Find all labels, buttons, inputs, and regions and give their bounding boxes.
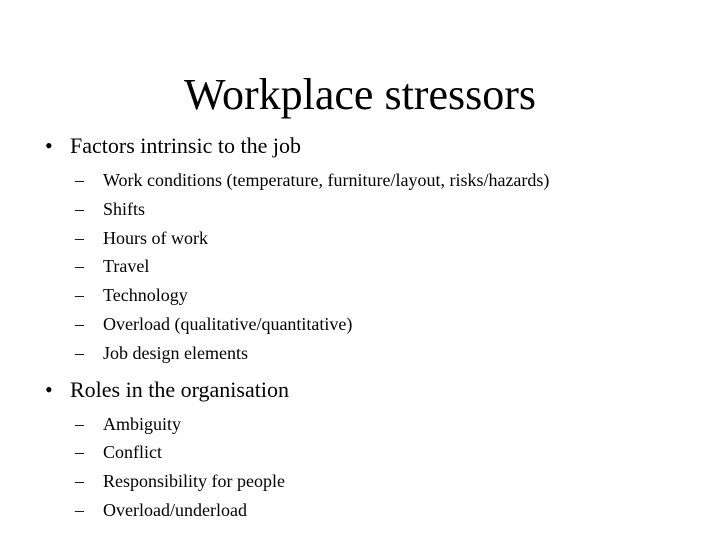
list-item [45, 195, 705, 224]
list-item [45, 496, 705, 525]
dash-icon: – [75, 413, 84, 434]
list-item-text: Hours of work [103, 227, 208, 248]
list-item-text: Overload/underload [103, 499, 247, 520]
list-item [45, 339, 705, 368]
bullet-heading: Roles in the organisation [70, 376, 289, 402]
dash-icon: – [75, 285, 84, 306]
slide-title: Workplace stressors [183, 70, 537, 119]
dash-icon: – [75, 227, 84, 248]
bullet-factors-intrinsic [45, 132, 705, 160]
list-item [45, 410, 705, 439]
dash-icon: – [75, 256, 84, 277]
dash-icon: – [75, 198, 84, 219]
list-item-text: Work conditions (temperature, furniture/layout, risks/hazards) [103, 170, 550, 190]
list-item [45, 467, 705, 496]
bullet-heading: Factors intrinsic to the job [70, 133, 301, 158]
sub-list-factors [45, 166, 705, 368]
dash-icon: – [75, 499, 84, 520]
list-item [45, 438, 705, 467]
list-item-text: Overload (qualitative/quantitative) [103, 313, 353, 334]
list-item-text: Technology [103, 285, 188, 306]
list-item-text: Job design elements [103, 342, 248, 363]
list-item-text: Conflict [103, 442, 162, 463]
list-item-text: Shifts [103, 198, 146, 219]
sub-list-roles [45, 410, 705, 525]
list-item [45, 224, 705, 253]
slide-content [45, 128, 705, 525]
list-item [45, 166, 705, 195]
dash-icon: – [75, 342, 84, 363]
dash-icon: – [75, 170, 84, 190]
list-item-text: Responsibility for people [103, 471, 285, 492]
dash-icon: – [75, 313, 84, 334]
list-item [45, 252, 705, 281]
list-item [45, 281, 705, 310]
section-gap [45, 368, 705, 372]
bullet-icon: • [45, 376, 53, 402]
list-item-text: Travel [103, 256, 150, 277]
dash-icon: – [75, 442, 84, 463]
bullet-icon: • [45, 133, 53, 158]
bullet-roles-organisation [45, 376, 705, 404]
dash-icon: – [75, 471, 84, 492]
list-item-text: Ambiguity [103, 413, 182, 434]
list-item [45, 310, 705, 339]
